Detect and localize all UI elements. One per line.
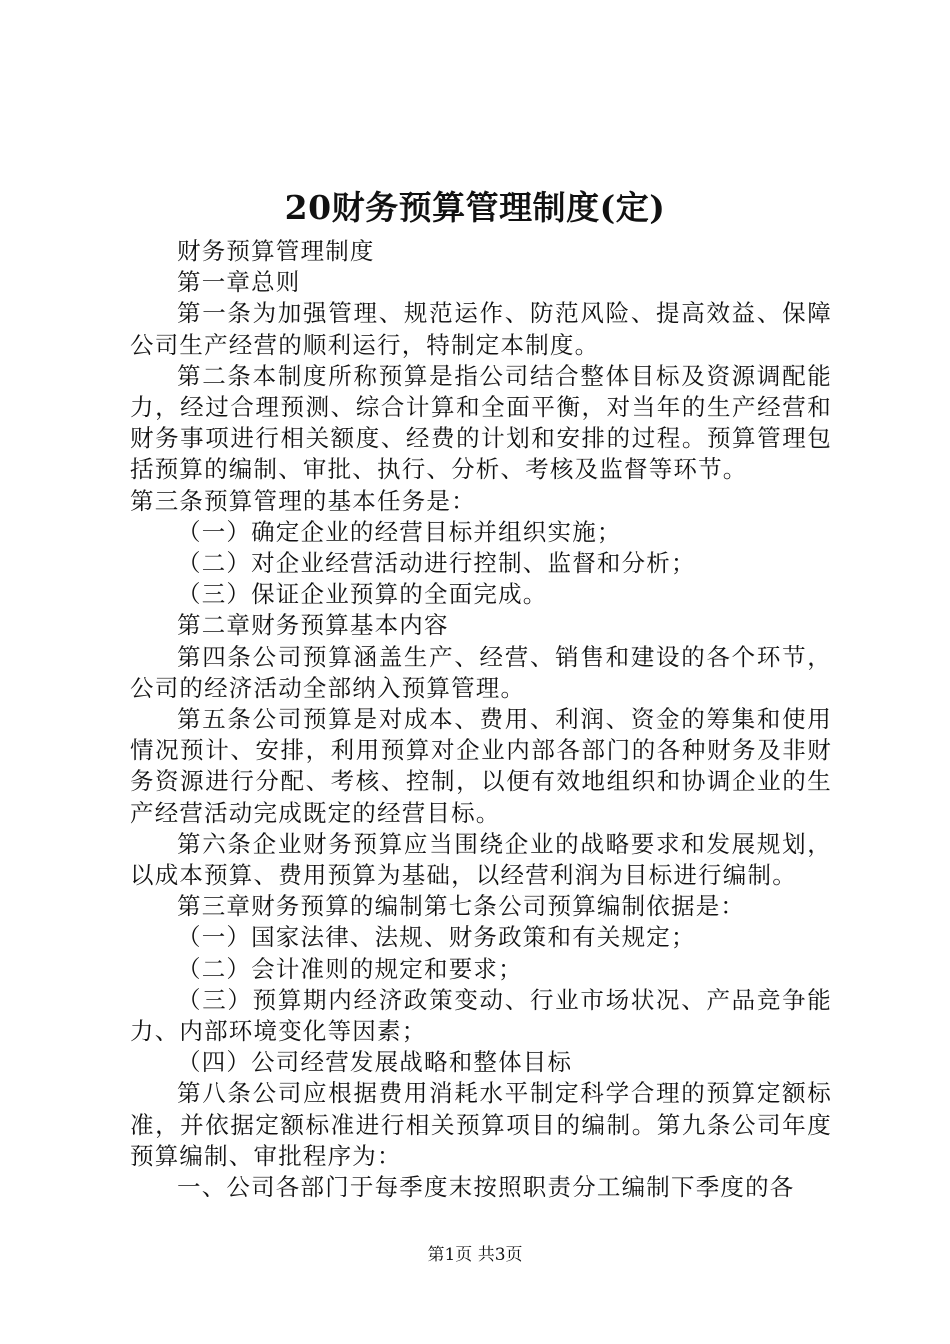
paragraph: 第六条企业财务预算应当围绕企业的战略要求和发展规划，以成本预算、费用预算为基础，以经营利润为目标进行编制。: [130, 829, 832, 890]
paragraph: 第二条本制度所称预算是指公司结合整体目标及资源调配能力，经过合理预测、综合计算和全面平衡，对当年的生产经营和财务事项进行相关额度、经费的计划和安排的过程。预算管理包括预算的编制、审批、执行、分析、考核及监督等环节。: [130, 361, 832, 484]
paragraph: 第一条为加强管理、规范运作、防范风险、提高效益、保障公司生产经营的顺利运行，特制定本制度。: [130, 299, 832, 359]
list-item: （二）会计准则的规定和要求；: [177, 954, 523, 983]
paragraph: 第三条预算管理的基本任务是：: [130, 486, 476, 515]
list-item: （三）预算期内经济政策变动、行业市场状况、产品竞争能力、内部环境变化等因素；: [130, 985, 832, 1046]
document-title: 20财务预算管理制度(定): [284, 188, 666, 227]
page-number-footer: 第1页 共3页: [427, 1245, 523, 1265]
list-item: （一）国家法律、法规、财务政策和有关规定；: [177, 923, 696, 952]
list-item: （四）公司经营发展战略和整体目标: [177, 1048, 573, 1077]
document-body: [130, 236, 832, 1203]
paragraph: 财务预算管理制度: [177, 237, 375, 265]
paragraph: 一、公司各部门于每季度末按照职责分工编制下季度的各: [177, 1173, 795, 1202]
chapter-heading: 第一章总则: [177, 268, 301, 297]
chapter-heading: 第三章财务预算的编制第七条公司预算编制依据是：: [177, 892, 746, 921]
list-item: （三）保证企业预算的全面完成。: [177, 580, 548, 609]
paragraph: 第四条公司预算涵盖生产、经营、销售和建设的各个环节，公司的经济活动全部纳入预算管理。: [130, 642, 832, 702]
chapter-heading: 第二章财务预算基本内容: [177, 611, 449, 640]
paragraph: 第五条公司预算是对成本、费用、利润、资金的筹集和使用情况预计、安排，利用预算对企业内部各部门的各种财务及非财务资源进行分配、考核、控制，以便有效地组织和协调企业的生产经营活动完成既定的经营目标。: [130, 705, 832, 827]
paragraph: 第八条公司应根据费用消耗水平制定科学合理的预算定额标准，并依据定额标准进行相关预算项目的编制。第九条公司年度预算编制、审批程序为：: [130, 1079, 832, 1170]
list-item: （一）确定企业的经营目标并组织实施；: [177, 517, 622, 546]
list-item: （二）对企业经营活动进行控制、监督和分析；: [177, 549, 696, 578]
